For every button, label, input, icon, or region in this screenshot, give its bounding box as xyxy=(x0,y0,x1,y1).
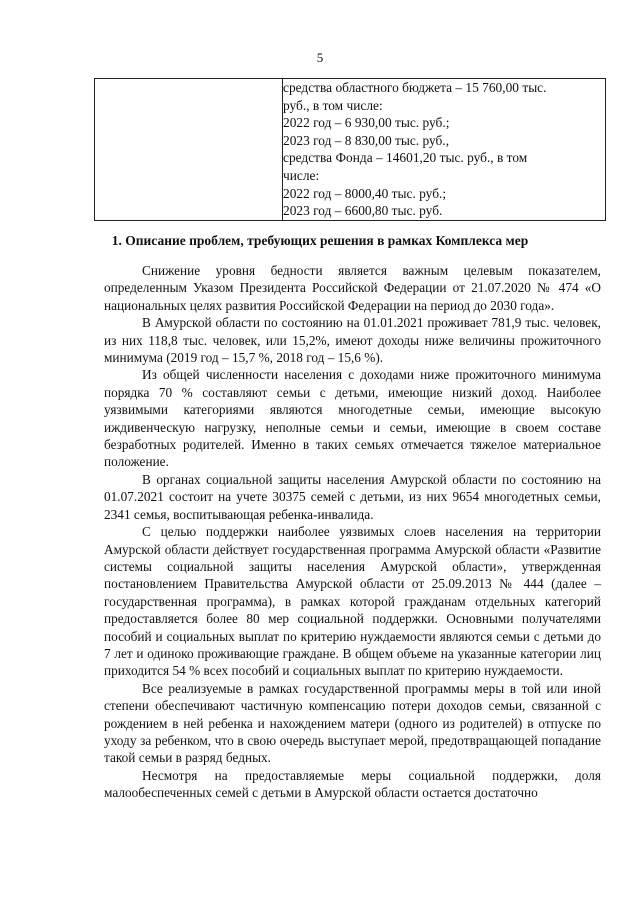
paragraph: Все реализуемые в рамках государственной программы меры в той или иной степени обеспечивают частичную компенсацию потери доходов семьи, связанной с рождением в ней ребенка и нахождением матери (одного из родителей) в отпуске по уходу за ребенком, что в свою очередь выступает мерой, предотвращающей попадание такой семьи в разряд бедных. xyxy=(104,680,601,766)
funding-line: 2022 год – 8000,40 тыс. руб.; xyxy=(283,185,447,201)
page-number: 5 xyxy=(316,50,324,65)
paragraph: Несмотря на предоставляемые меры социальной поддержки, доля малообеспеченных семей с детьми в Амурской области остается достаточно xyxy=(104,767,601,801)
funding-line: средства Фонда – 14601,20 тыс. руб., в том xyxy=(283,150,528,166)
funding-line: 2023 год – 8 830,00 тыс. руб., xyxy=(283,132,450,148)
funding-table-row xyxy=(95,79,606,221)
funding-line: числе: xyxy=(283,167,320,183)
funding-line: 2022 год – 6 930,00 тыс. руб.; xyxy=(283,115,450,131)
funding-line: руб., в том числе: xyxy=(283,97,383,113)
funding-line: средства областного бюджета – 15 760,00 тыс. xyxy=(283,80,547,95)
funding-table-left-cell xyxy=(95,79,283,221)
paragraph: Снижение уровня бедности является важным целевым показателем, определенным Указом Президента Российской Федерации от 21.07.2020 № 474 «О национальных целях развития Российской Федерации на период до 2030 года». xyxy=(104,263,601,313)
body-text xyxy=(104,262,601,802)
paragraph: С целью поддержки наиболее уязвимых слоев населения на территории Амурской области действует государственная программа Амурской области «Развитие системы социальной защиты населения Амурской области», утвержденная постановлением Правительства Амурской области от 25.09.2013 № 444 (далее – государственная программа), в рамках которой гражданам отдельных категорий предоставляется более 80 мер социальной поддержки. Основными получателями пособий и социальных выплат по критерию нуждаемости являются семьи с детьми до 7 лет и одиноко проживающие граждане. В общем объеме на указанные категории лиц приходится 54 % всех пособий и социальных выплат по критерию нуждаемости. xyxy=(104,524,601,679)
funding-table xyxy=(94,78,606,221)
paragraph: В Амурской области по состоянию на 01.01.2021 проживает 781,9 тыс. человек, из них 118,8 тыс. человек, или 15,2%, имеют доходы ниже величины прожиточного минимума (2019 год – 15,7 %, 2018 год – 15,6 %). xyxy=(104,315,601,366)
funding-line: 2023 год – 6600,80 тыс. руб. xyxy=(283,203,443,219)
paragraph: В органах социальной защиты населения Амурской области по состоянию на 01.07.2021 состоит на учете 30375 семей с детьми, из них 9654 многодетных семьи, 2341 семья, воспитывающая ребенка-инвалида. xyxy=(104,471,601,522)
section-heading: 1. Описание проблем, требующих решения в рамках Комплекса мер xyxy=(111,233,529,248)
funding-table-right-cell xyxy=(283,79,606,221)
paragraph: Из общей численности населения с доходами ниже прожиточного минимума порядка 70 % составляют семьи с детьми, имеющие низкий доход. Наиболее уязвимыми категориями являются многодетные семьи, имеющие высокую иждивенческую нагрузку, неполные семьи и семьи, имеющие в своем составе безработных родителей. Именно в таких семьях отмечается тяжелое материальное положение. xyxy=(104,367,601,470)
